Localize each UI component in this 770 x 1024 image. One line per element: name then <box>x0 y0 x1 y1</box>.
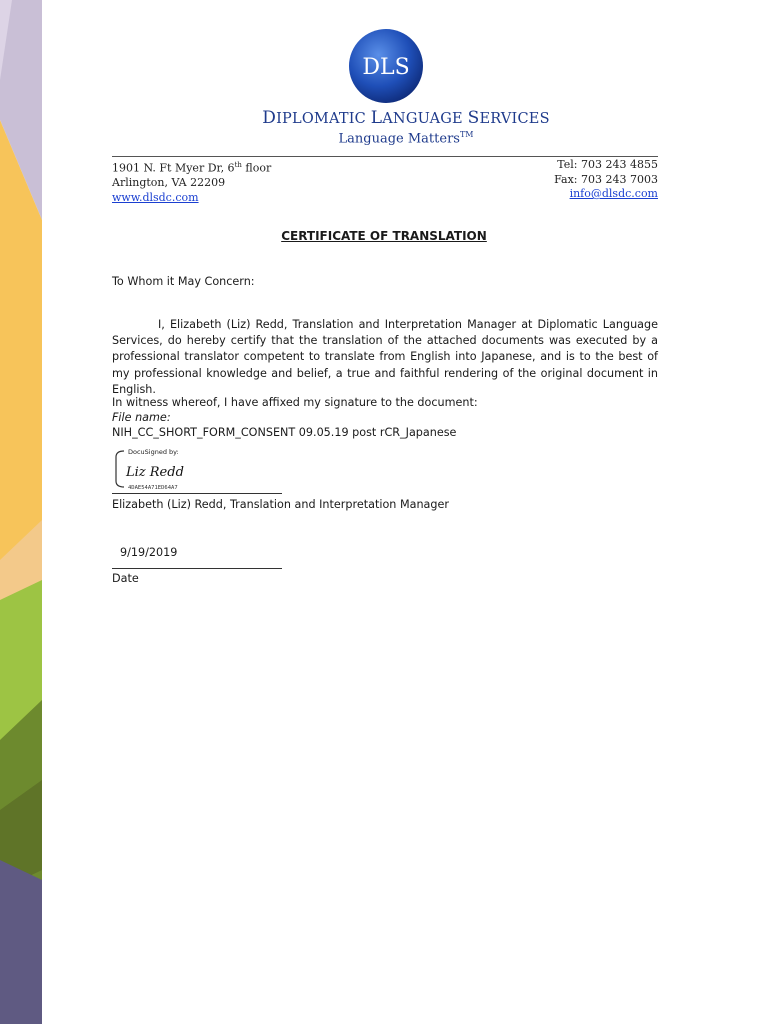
document-title: CERTIFICATE OF TRANSLATION <box>281 229 487 243</box>
email-link[interactable]: info@dlsdc.com <box>569 187 658 200</box>
handwritten-signature: Liz Redd <box>126 465 184 480</box>
tagline <box>42 130 770 146</box>
org-name-part: ANGUAGE <box>382 111 468 127</box>
org-name-part: ERVICES <box>479 111 550 127</box>
file-name-label: File name: <box>112 411 171 424</box>
docusigned-label: DocuSigned by: <box>128 448 179 456</box>
date-value: 9/19/2019 <box>120 546 178 559</box>
tagline-text: Language Matters <box>338 131 460 147</box>
website-link[interactable]: www.dlsdc.com <box>112 190 199 204</box>
org-name-part: L <box>370 108 383 128</box>
org-name-part: D <box>262 108 277 128</box>
docusign-signature <box>112 447 218 491</box>
certification-paragraph: I, Elizabeth (Liz) Redd, Translation and Interpretation Manager at Diplomatic Language Services, do hereby certify that the translation of the attached documents was executed by a professional translator competent to translate from English into Japanese, and is to the best of my professional knowledge and belief, a true and faithful rendering of the original document in English. <box>112 318 658 396</box>
telephone: Tel: 703 243 4855 <box>557 158 658 171</box>
logo-text: DLS <box>362 55 410 80</box>
header-divider <box>112 156 658 157</box>
date-label: Date <box>112 572 139 585</box>
witness-statement: In witness whereof, I have affixed my signature to the document: <box>112 396 478 409</box>
decorative-side-band <box>0 0 42 1024</box>
envelope-id: 4DAE54A71ED64A7 <box>128 485 178 491</box>
trademark-mark: TM <box>459 130 474 139</box>
date-line <box>112 568 282 569</box>
fax: Fax: 703 243 7003 <box>554 172 658 186</box>
salutation: To Whom it May Concern: <box>112 275 255 288</box>
signature-line <box>112 493 282 494</box>
organization-name <box>42 108 770 128</box>
address-block <box>112 158 271 205</box>
org-name-part: IPLOMATIC <box>276 111 371 127</box>
address-line-1: 1901 N. Ft Myer Dr, 6th floor <box>112 161 272 175</box>
file-name-value: NIH_CC_SHORT_FORM_CONSENT 09.05.19 post rCR_Japanese <box>112 426 457 439</box>
org-name-part: S <box>467 108 480 128</box>
signer-name: Elizabeth (Liz) Redd, Translation and Interpretation Manager <box>112 498 449 511</box>
contact-block <box>554 158 658 202</box>
letter-page <box>42 0 770 1024</box>
dls-logo <box>348 28 424 104</box>
address-line-2: Arlington, VA 22209 <box>112 176 226 190</box>
